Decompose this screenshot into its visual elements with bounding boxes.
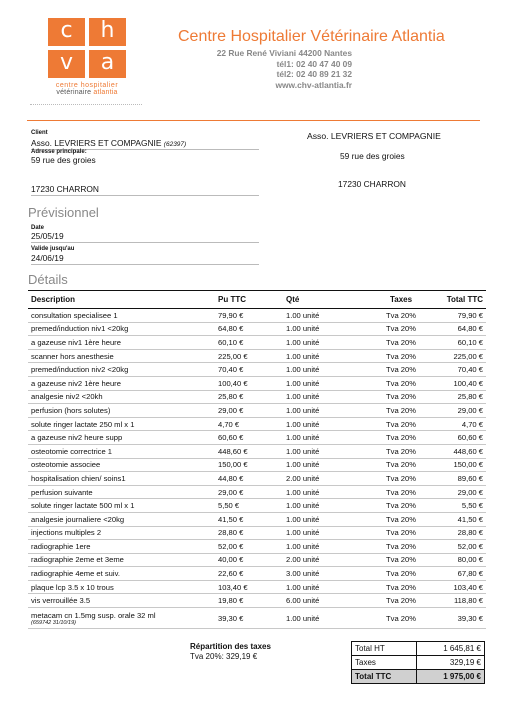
row-total: 118,80 € [430,594,486,608]
logo-subtitle-2-prefix: vétérinaire [56,89,94,96]
row-quantity: 1.00 unité [280,444,372,458]
row-taxes: Tva 20% [372,608,430,629]
table-row [28,336,486,350]
table-row [28,594,486,608]
header-divider [27,120,480,121]
row-quantity: 6.00 unité [280,594,372,608]
table-row [28,567,486,581]
row-unit-price: 150,00 € [212,458,280,472]
client-name-text: Asso. LEVRIERS ET COMPAGNIE [31,138,162,148]
table-header-row [28,291,486,309]
header-taxes: Taxes [372,291,430,309]
table-row [28,472,486,486]
row-total: 103,40 € [430,580,486,594]
row-unit-price: 60,60 € [212,431,280,445]
row-total: 79,90 € [430,309,486,323]
details-table [28,290,486,629]
row-taxes: Tva 20% [372,363,430,377]
header-quantity: Qté [280,291,372,309]
row-taxes: Tva 20% [372,472,430,486]
row-description: premed/induction niv1 <20kg [28,322,212,336]
row-description: scanner hors anesthesie [28,349,212,363]
row-quantity: 1.00 unité [280,485,372,499]
row-quantity: 2.00 unité [280,472,372,486]
row-description: solute ringer lactate 250 ml x 1 [28,417,212,431]
row-unit-price: 29,00 € [212,485,280,499]
row-quantity: 1.00 unité [280,322,372,336]
client-city: 17230 CHARRON [31,184,259,196]
row-unit-price: 225,00 € [212,349,280,363]
row-description: perfusion (hors solutes) [28,404,212,418]
table-row [28,322,486,336]
row-total: 25,80 € [430,390,486,404]
row-quantity: 1.00 unité [280,376,372,390]
row-quantity: 1.00 unité [280,458,372,472]
row-unit-price: 5,50 € [212,499,280,513]
row-description: plaque lcp 3.5 x 10 trous [28,580,212,594]
row-total: 225,00 € [430,349,486,363]
total-ht-row [352,642,485,656]
row-description: a gazeuse niv2 1ère heure [28,376,212,390]
total-ht-value: 1 645,81 € [417,642,485,656]
quote-date: 25/05/19 [31,231,259,243]
row-taxes: Tva 20% [372,309,430,323]
table-row [28,431,486,445]
row-quantity: 3.00 unité [280,567,372,581]
row-unit-price: 44,80 € [212,472,280,486]
row-description: premed/induction niv2 <20kg [28,363,212,377]
table-row [28,349,486,363]
table-row [28,580,486,594]
recipient-city: 17230 CHARRON [338,179,406,189]
row-taxes: Tva 20% [372,580,430,594]
row-unit-price: 52,00 € [212,540,280,554]
row-taxes: Tva 20% [372,376,430,390]
table-row [28,404,486,418]
row-unit-price: 40,00 € [212,553,280,567]
row-quantity: 1.00 unité [280,431,372,445]
row-description: radiographie 2eme et 3eme [28,553,212,567]
logo-divider [30,104,142,105]
row-quantity: 1.00 unité [280,404,372,418]
taxes-label: Taxes [352,656,417,670]
clinic-tel2: tél2: 02 40 89 21 32 [276,69,352,79]
row-quantity: 1.00 unité [280,349,372,363]
row-unit-price: 70,40 € [212,363,280,377]
table-row [28,512,486,526]
row-unit-price: 79,90 € [212,309,280,323]
row-description: injections multiples 2 [28,526,212,540]
row-taxes: Tva 20% [372,540,430,554]
table-row [28,553,486,567]
row-quantity: 1.00 unité [280,540,372,554]
row-total: 60,10 € [430,336,486,350]
row-taxes: Tva 20% [372,567,430,581]
row-description: solute ringer lactate 500 ml x 1 [28,499,212,513]
row-total: 67,80 € [430,567,486,581]
row-unit-price: 25,80 € [212,390,280,404]
clinic-tel1: tél1: 02 40 47 40 09 [276,58,352,69]
row-description: hospitalisation chien/ soins1 [28,472,212,486]
table-row [28,458,486,472]
row-description: a gazeuse niv2 heure supp [28,431,212,445]
recipient-address: 59 rue des groies [340,151,405,161]
total-ttc-label: Total TTC [352,670,417,684]
row-taxes: Tva 20% [372,485,430,499]
row-description: consultation specialisee 1 [28,309,212,323]
row-quantity: 1.00 unité [280,336,372,350]
client-id: (62397) [163,141,187,148]
row-taxes: Tva 20% [372,553,430,567]
row-total: 80,00 € [430,553,486,567]
header-unit-price: Pu TTC [212,291,280,309]
row-description-text: metacam cn 1.5mg susp. orale 32 ml [31,610,156,620]
logo-subtitle-2-accent: atlantia [93,89,118,96]
logo-subtitle-2 [48,89,126,96]
row-unit-price: 60,10 € [212,336,280,350]
row-description [28,608,212,629]
row-total: 52,00 € [430,540,486,554]
row-unit-price: 19,80 € [212,594,280,608]
row-total: 448,60 € [430,444,486,458]
row-description: osteotomie associee [28,458,212,472]
row-lot-note: (659742 31/10/19) [31,619,76,626]
table-row [28,526,486,540]
table-row [28,390,486,404]
table-row [28,309,486,323]
row-taxes: Tva 20% [372,322,430,336]
table-row [28,363,486,377]
row-description: osteotomie correctrice 1 [28,444,212,458]
row-description: analgesie niv2 <20kh [28,390,212,404]
table-row [28,417,486,431]
totals-box [351,641,485,684]
header-total: Total TTC [430,291,486,309]
logo-letter-c: c [48,18,85,46]
row-taxes: Tva 20% [372,404,430,418]
header-description: Description [28,291,212,309]
clinic-name: Centre Hospitalier Vétérinaire Atlantia [178,28,445,45]
row-description: radiographie 1ere [28,540,212,554]
row-taxes: Tva 20% [372,499,430,513]
row-quantity: 1.00 unité [280,499,372,513]
row-unit-price: 28,80 € [212,526,280,540]
row-total: 28,80 € [430,526,486,540]
row-total: 39,30 € [430,608,486,629]
row-total: 29,00 € [430,404,486,418]
row-description: vis verrouillée 3.5 [28,594,212,608]
row-quantity: 1.00 unité [280,580,372,594]
row-taxes: Tva 20% [372,417,430,431]
logo-letter-h: h [89,18,126,46]
row-quantity: 1.00 unité [280,363,372,377]
row-quantity: 1.00 unité [280,417,372,431]
row-quantity: 1.00 unité [280,309,372,323]
row-taxes: Tva 20% [372,594,430,608]
row-unit-price: 100,40 € [212,376,280,390]
row-unit-price: 64,80 € [212,322,280,336]
clinic-address: 22 Rue René Viviani 44200 Nantes [216,48,352,58]
row-total: 41,50 € [430,512,486,526]
row-total: 64,80 € [430,322,486,336]
table-row [28,444,486,458]
taxes-value: 329,19 € [417,656,485,670]
table-row [28,376,486,390]
row-taxes: Tva 20% [372,431,430,445]
clinic-website: www.chv-atlantia.fr [275,79,352,90]
table-row [28,608,486,629]
row-description: radiographie 4eme et suiv. [28,567,212,581]
table-row [28,499,486,513]
row-total: 89,60 € [430,472,486,486]
row-taxes: Tva 20% [372,458,430,472]
tax-breakdown-title: Répartition des taxes [190,642,271,651]
logo-letter-v: v [48,50,85,78]
clinic-logo [48,18,126,96]
row-quantity: 1.00 unité [280,608,372,629]
row-total: 5,50 € [430,499,486,513]
row-taxes: Tva 20% [372,336,430,350]
row-total: 100,40 € [430,376,486,390]
details-title: Détails [28,272,68,287]
row-unit-price: 29,00 € [212,404,280,418]
row-quantity: 1.00 unité [280,526,372,540]
table-row [28,540,486,554]
taxes-row [352,656,485,670]
row-taxes: Tva 20% [372,512,430,526]
row-unit-price: 448,60 € [212,444,280,458]
row-taxes: Tva 20% [372,526,430,540]
details-body [28,309,486,629]
total-ht-label: Total HT [352,642,417,656]
client-label: Client [31,130,48,136]
row-description: analgesie journaliere <20kg [28,512,212,526]
row-quantity: 1.00 unité [280,390,372,404]
tax-breakdown-line: Tva 20%: 329,19 € [190,652,258,661]
valid-until-date: 24/06/19 [31,253,259,265]
row-description: perfusion suivante [28,485,212,499]
row-unit-price: 4,70 € [212,417,280,431]
row-taxes: Tva 20% [372,444,430,458]
row-quantity: 1.00 unité [280,512,372,526]
row-taxes: Tva 20% [372,390,430,404]
total-ttc-value: 1 975,00 € [417,670,485,684]
row-unit-price: 41,50 € [212,512,280,526]
row-quantity: 2.00 unité [280,553,372,567]
table-row [28,485,486,499]
clinic-contact [217,48,352,90]
total-ttc-row [352,670,485,684]
row-unit-price: 22,60 € [212,567,280,581]
row-total: 4,70 € [430,417,486,431]
row-total: 60,60 € [430,431,486,445]
client-address: 59 rue des groies [31,155,96,165]
logo-subtitle-1: centre hospitalier [55,82,119,89]
logo-letter-a: a [89,50,126,78]
row-total: 29,00 € [430,485,486,499]
row-taxes: Tva 20% [372,349,430,363]
row-description: a gazeuse niv1 1ère heure [28,336,212,350]
date-label: Date [31,225,45,231]
row-unit-price: 39,30 € [212,608,280,629]
address-label: Adresse principale: [31,149,87,155]
row-total: 150,00 € [430,458,486,472]
row-unit-price: 103,40 € [212,580,280,594]
recipient-name: Asso. LEVRIERS ET COMPAGNIE [307,131,441,141]
row-total: 70,40 € [430,363,486,377]
valid-until-label: Valide jusqu'au [31,246,75,252]
provisional-title: Prévisionnel [28,205,99,220]
